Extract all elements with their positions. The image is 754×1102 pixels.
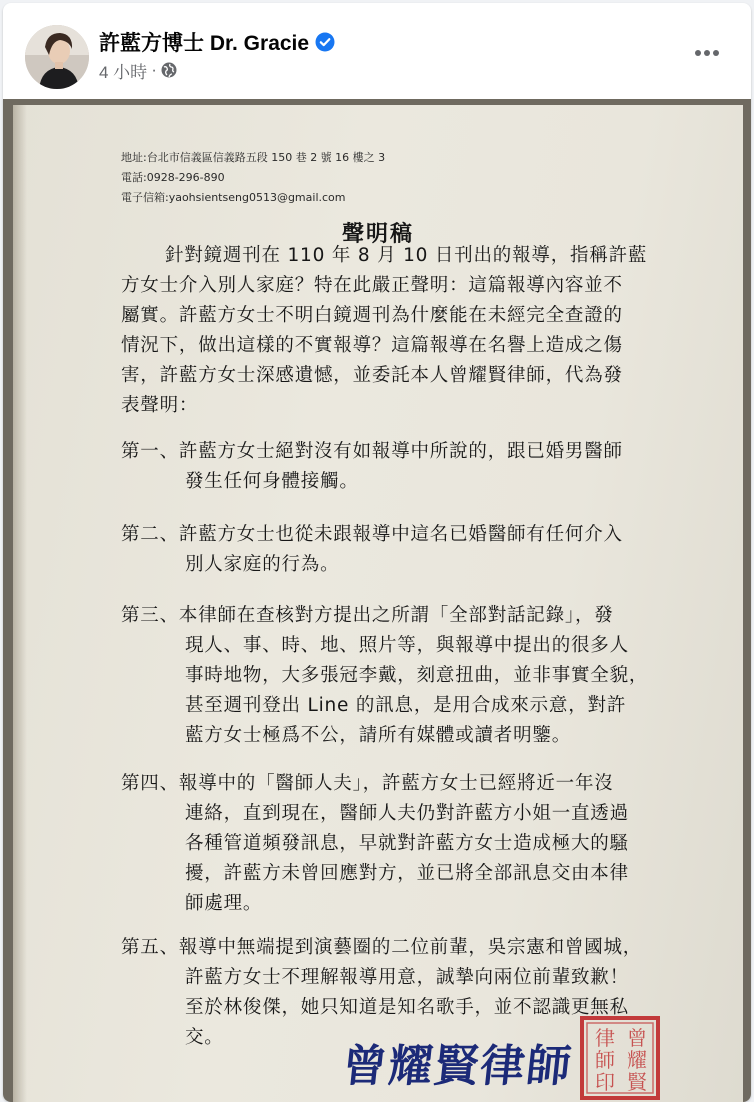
post-header <box>3 3 751 99</box>
intro-line: 害，許藍方女士深感遺憾，並委託本人曾耀賢律師，代為發 <box>121 365 623 386</box>
intro-line: 屬實。許藍方女士不明白鏡週刊為什麼能在未經完全查證的 <box>121 305 623 326</box>
point-one-line: 第一、許藍方女士絕對沒有如報導中所說的，跟已婚男醫師 <box>121 441 623 462</box>
point-three-line: 第三、本律師在查核對方提出之所謂「全部對話記錄」，發 <box>121 605 614 626</box>
point-three-line: 甚至週刊登出 Line 的訊息，是用合成來示意，對許 <box>185 695 627 716</box>
point-three-line: 藍方女士極爲不公，請所有媒體或讀者明鑒。 <box>185 725 572 746</box>
point-four-line: 第四、報導中的「醫師人夫」，許藍方女士已經將近一年沒 <box>121 773 614 794</box>
author-avatar[interactable] <box>25 25 89 89</box>
lawyer-seal-icon <box>579 1015 661 1101</box>
avatar-portrait-icon <box>25 25 89 89</box>
document-title: 聲明稿 <box>341 222 414 247</box>
point-five-line: 至於林俊傑，她只知道是知名歌手，並不認識更無私 <box>185 997 629 1018</box>
point-four-line: 連絡，直到現在，醫師人夫仍對許藍方小姐一直透過 <box>185 803 629 824</box>
verified-badge-icon <box>315 32 335 52</box>
intro-line: 針對鏡週刊在 110 年 8 月 10 日刊出的報導，指稱許藍 <box>165 245 648 266</box>
point-two-line: 別人家庭的行為。 <box>185 554 340 575</box>
more-options-icon <box>694 49 720 57</box>
point-five-line: 第五、報導中無端提到演藝圈的二位前輩，吳宗憲和曾國城， <box>121 937 643 958</box>
point-one-line: 發生任何身體接觸。 <box>185 471 359 492</box>
meta-separator: · <box>151 60 157 79</box>
svg-text:律: 律 <box>595 1026 615 1050</box>
globe-icon[interactable] <box>161 62 177 78</box>
svg-text:曾: 曾 <box>627 1026 647 1050</box>
post-photo[interactable] <box>3 99 751 1102</box>
point-two-line: 第二、許藍方女士也從未跟報導中這名已婚醫師有任何介入 <box>121 524 623 545</box>
intro-line: 方女士介入別人家庭？特在此嚴正聲明：這篇報導內容並不 <box>121 275 623 296</box>
post-timestamp[interactable]: 4 小時 <box>99 62 148 82</box>
document-email: 電子信箱:yaohsientseng0513@gmail.com <box>121 191 346 204</box>
svg-text:印: 印 <box>595 1070 615 1094</box>
svg-text:師: 師 <box>595 1048 615 1072</box>
point-five-line: 交。 <box>185 1027 224 1048</box>
more-options-button[interactable] <box>687 39 727 67</box>
facebook-post <box>3 3 751 1102</box>
intro-line: 情況下，做出這樣的不實報導？這篇報導在名譽上造成之傷 <box>121 335 623 356</box>
point-five-line: 許藍方女士不理解報導用意，誠摯向兩位前輩致歉！ <box>185 967 629 988</box>
point-three-line: 現人、事、時、地、照片等，與報導中提出的很多人 <box>185 635 629 656</box>
point-four-line: 各種管道頻發訊息，早就對許藍方女士造成極大的騷 <box>185 833 629 854</box>
intro-line: 表聲明： <box>121 395 199 416</box>
document-address: 地址:台北市信義區信義路五段 150 巷 2 號 16 樓之 3 <box>121 151 386 164</box>
statement-document <box>13 105 743 1102</box>
svg-text:耀: 耀 <box>627 1048 647 1072</box>
point-four-line: 師處理。 <box>185 893 263 914</box>
author-name[interactable]: 許藍方博士 Dr. Gracie <box>99 32 310 55</box>
svg-text:賢: 賢 <box>627 1070 647 1094</box>
paper-shadow <box>13 105 27 1102</box>
lawyer-signature: 曾耀賢律師 <box>339 1041 576 1092</box>
document-phone: 電話:0928-296-890 <box>121 171 225 184</box>
point-three-line: 事時地物，大多張冠李戴，刻意扭曲，並非事實全貌， <box>185 665 649 686</box>
point-four-line: 擾，許藍方未曾回應對方，並已將全部訊息交由本律 <box>185 863 629 884</box>
